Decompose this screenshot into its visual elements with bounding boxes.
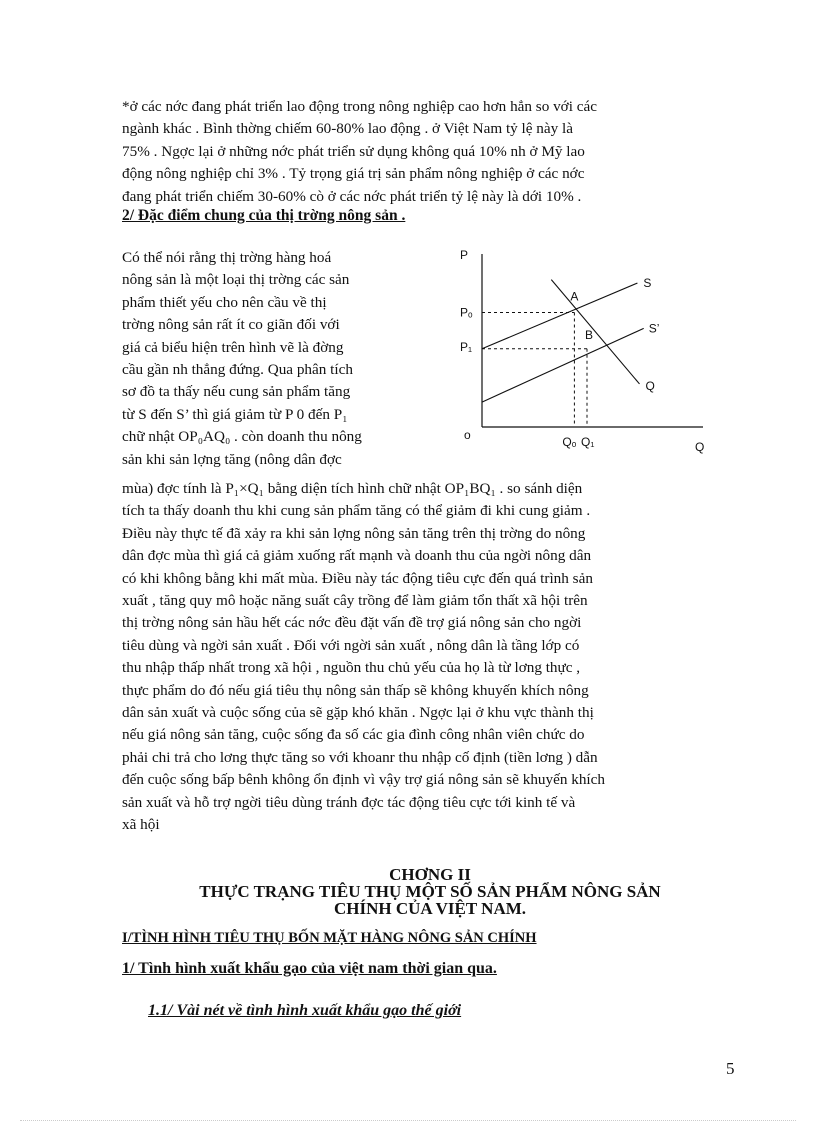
text-line: chữ nhật OP₀AQ₀ . còn doanh thu nông <box>122 428 362 446</box>
intro-paragraph <box>122 96 738 208</box>
text-line: đến cuộc sống bấp bênh không ổn định vì vậy trợ giá nông sản sẽ khuyến khích <box>122 771 605 789</box>
page-number: 5 <box>726 1059 735 1078</box>
supply-demand-chart <box>455 242 725 462</box>
continuation-paragraph <box>122 478 738 837</box>
text-line: phải chi trả cho lơng thực tăng so với khoanr thu nhập cố định (tiền lơng ) dẫn <box>122 748 598 766</box>
demand-curve <box>551 280 639 384</box>
series-label-s: S <box>643 276 652 291</box>
text-line: sản khi sản lợng tăng (nông dân đợc <box>122 450 342 468</box>
text-line: Có thể nói rằng thị trờng hàng hoá <box>122 249 332 266</box>
text-line: nông sản là một loại thị trờng các sản <box>122 271 350 289</box>
text-line: xã hội <box>122 816 160 834</box>
text-line: ngành khác . Bình thờng chiếm 60-80% lao động . ở Việt Nam tỷ lệ này là <box>122 120 573 138</box>
quantity-label-q0: Qₒ <box>562 435 577 449</box>
y-axis-label: P <box>460 248 469 262</box>
point-label-b: B <box>585 327 594 342</box>
chapter-title-line-1: THỰC TRẠNG TIÊU THỤ MỘT SỐ SẢN PHẨM NÔNG SẢN <box>199 882 661 901</box>
chapter-number: CHƠNG II <box>389 865 471 884</box>
text-line: tích ta thấy doanh thu khi cung sản phẩm tăng có thể giảm đi khi cung giảm . <box>122 502 591 520</box>
series-label-demand: Q <box>645 378 655 393</box>
text-line: 75% . Ngợc lại ở những nớc phát triển sử dụng không quá 10% nh ở Mỹ lao <box>122 142 585 160</box>
chapter-heading <box>122 866 738 917</box>
text-line: từ S đến S’ thì giá giảm từ P 0 đến P₁ <box>122 405 348 423</box>
text-line: phẩm thiết yếu cho nên cầu về thị <box>122 293 327 311</box>
price-label-p0: Pₒ <box>460 305 473 320</box>
text-line: tiêu dùng và ngời sản xuất . Đối với ngời sản xuất , nông dân là tầng lớp có <box>122 636 580 654</box>
origin-label: o <box>464 428 471 442</box>
text-line: sơ đồ ta thấy nếu cung sản phẩm tăng <box>122 383 351 401</box>
text-line: thực phẩm do đó nếu giá tiêu thụ nông sản thấp sẽ không khuyến khích nông <box>122 681 589 699</box>
text-line: giá cả biểu hiện trên hình vẽ là đờng <box>122 338 344 356</box>
text-line: thị trờng nông sản hầu hết các nớc đều đặt vấn đề trợ giá nông sản cho ngời <box>122 614 582 632</box>
supply-curve-s-prime <box>482 328 644 402</box>
text-line: nếu giá nông sản tăng, cuộc sống đa số các gia đình công nhân viên chức do <box>122 726 585 744</box>
text-line: *ở các nớc đang phát triển lao động trong nông nghiệp cao hơn hẳn so với các <box>122 98 597 115</box>
text-line: dân đợc mùa thì giá cả giảm xuống rất mạnh và doanh thu của ngời nông dân <box>122 547 592 565</box>
chapter-title-line-2: CHÍNH CỦA VIỆT NAM. <box>333 899 527 918</box>
text-line: mùa) đợc tính là P₁×Q₁ bằng diện tích hình chữ nhật OP₁BQ₁ . so sánh diện <box>122 480 583 497</box>
text-line: xuất , tăng quy mô hoặc năng suất cây trồng để làm giảm tổn thất xã hội trên <box>122 592 588 610</box>
section-i-heading: I/TÌNH HÌNH TIÊU THỤ BỐN MẶT HÀNG NÔNG SẢN CHÍNH <box>122 930 537 946</box>
text-line: dân sản xuất và cuộc sống của sẽ gặp khó khăn . Ngợc lại ở khu vực thành thị <box>122 704 594 722</box>
price-label-p1: P₁ <box>460 339 473 354</box>
quantity-label-q1: Q₁ <box>581 435 595 449</box>
text-line: trờng nông sản rất ít co giãn đối với <box>122 316 340 334</box>
series-label-s-prime: S’ <box>648 321 660 336</box>
section-2-heading: 2/ Đặc điểm chung của thị trờng nông sản . <box>122 207 406 224</box>
text-line: đang phát triển chiếm 30-60% cò ở các nớc phát triển tỷ lệ này là dới 10% . <box>122 187 582 205</box>
left-column-paragraph <box>122 247 426 471</box>
page-bottom-divider <box>20 1120 796 1121</box>
point-label-a: A <box>570 289 579 304</box>
text-line: Điều này thực tế đã xảy ra khi sản lợng nông sản tăng trên thị trờng do nông <box>122 524 586 542</box>
text-line: có khi không bằng khi mất mùa. Điều này tác động tiêu cực đến quá trình sản <box>122 569 593 587</box>
x-axis-label: Q <box>695 440 705 454</box>
supply-curve-s <box>482 283 637 349</box>
text-line: động nông nghiệp chỉ 3% . Tỷ trọng giá trị sản phẩm nông nghiệp ở các nớc <box>122 165 585 183</box>
section-1-heading: 1/ Tình hình xuất khẩu gạo của việt nam thời gian qua. <box>122 960 497 977</box>
section-1-1-heading: 1.1/ Vài nét về tình hình xuất khẩu gạo thế giới <box>148 1002 462 1019</box>
text-line: cầu gần nh thẳng đứng. Qua phân tích <box>122 361 353 379</box>
text-line: sản xuất và hỗ trợ ngời tiêu dùng tránh đợc tác động tiêu cực tới kinh tế và <box>122 793 576 811</box>
text-line: thu nhập thấp nhất trong xã hội , nguồn thu chủ yếu của họ là từ lơng thực , <box>122 659 581 677</box>
